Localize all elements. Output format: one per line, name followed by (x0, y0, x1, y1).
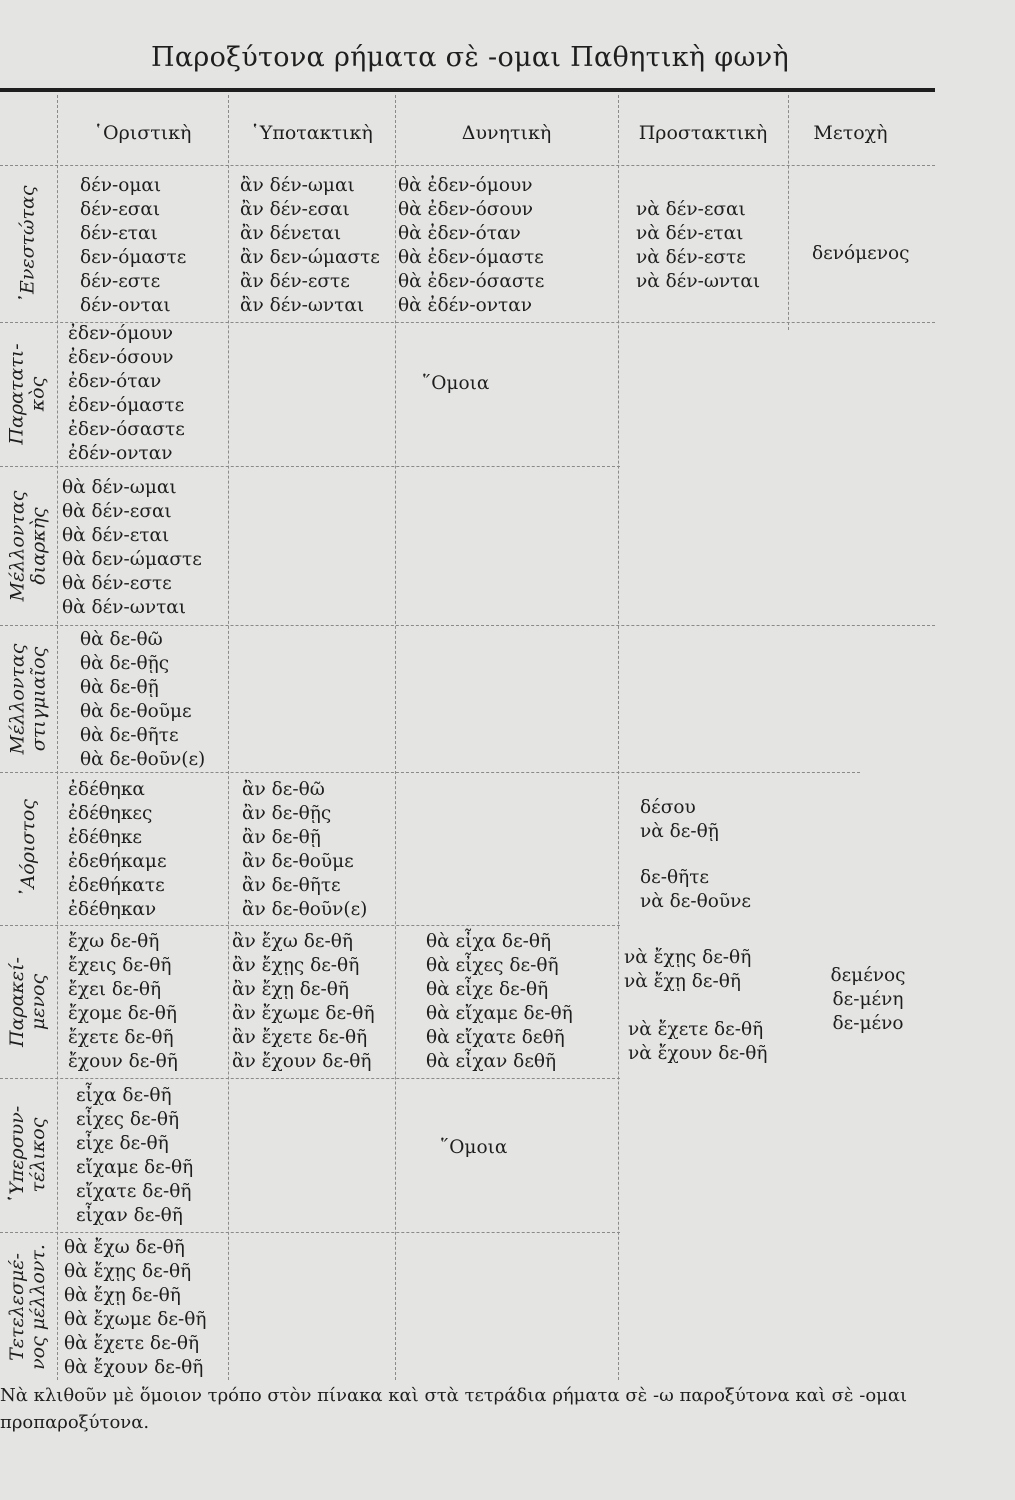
column-divider (57, 95, 58, 1380)
form: ἐδεθήκαμε (68, 851, 167, 872)
form: εἶχες δε-θῆ (76, 1109, 180, 1130)
form: ἔχεις δε-θῆ (68, 955, 172, 976)
ypersyntelikos-omoia: ῞Ομοια (440, 1137, 508, 1158)
form: θὰ εἴχαμε δε-θῆ (426, 1003, 573, 1024)
col-header-prostaktiki: Προστακτικὴ (638, 122, 768, 144)
form: θὰ ἐδεν-όταν (398, 223, 521, 244)
form: νὰ δε-θῇ (640, 821, 719, 842)
form: θὰ ἐδεν-όμαστε (398, 247, 544, 268)
parakeimenos-prostaktiki-a (624, 946, 751, 994)
form: θὰ δε-θοῦμε (80, 701, 192, 722)
form: θὰ ἔχωμε δε-θῆ (64, 1309, 207, 1330)
paratatikos-oristiki (68, 322, 185, 466)
form: νὰ ἔχῃς δε-θῆ (624, 947, 752, 968)
form: θὰ δέν-ωνται (62, 597, 187, 618)
form: θὰ δέν-εσαι (62, 501, 172, 522)
aoristos-ypotaktiki (242, 778, 367, 922)
parakeimenos-ypotaktiki (232, 930, 375, 1074)
form: θὰ ἔχῃς δε-θῆ (64, 1261, 192, 1282)
form: νὰ ἔχουν δε-θῆ (628, 1043, 768, 1064)
row-label-enestotas: ᾽Ενεστώτας (16, 184, 39, 304)
form: νὰ δέν-εται (636, 223, 744, 244)
form: ἔχομε δε-θῆ (68, 1003, 177, 1024)
form: ἂν δε-θῆτε (242, 875, 341, 896)
parakeimenos-prostaktiki-b (628, 1018, 767, 1066)
ypersyntelikos-oristiki (76, 1084, 193, 1228)
row-label-aoristos: ᾽Αόριστος (16, 799, 39, 898)
form: ἂν δε-θῶ (242, 779, 325, 800)
form: ἂν ἔχῃς δε-θῆ (232, 955, 360, 976)
form: θὰ ἐδεν-όσουν (398, 199, 534, 220)
form: ἔχουν δε-θῆ (68, 1051, 178, 1072)
form: θὰ εἶχα δε-θῆ (426, 931, 552, 952)
form: ἂν δεν-ώμαστε (240, 247, 380, 268)
column-divider (395, 95, 396, 1380)
mellontas-stigmiaios-oristiki (80, 628, 205, 772)
form: ἐδέθηκε (68, 827, 143, 848)
form: θὰ δεν-ώμαστε (62, 549, 202, 570)
form: ἂν δένεται (240, 223, 342, 244)
form: ἂν δε-θῇς (242, 803, 332, 824)
form: ἂν ἔχουν δε-θῆ (232, 1051, 372, 1072)
row-label-tetelesmenos: Τετελεσμέ- νος μέλλοντ. (6, 1244, 49, 1370)
paratatikos-omoia: ῞Ομοια (422, 373, 490, 394)
tetelesmenos-oristiki (64, 1236, 206, 1380)
form: θὰ ἔχετε δε-θῆ (64, 1333, 200, 1354)
form: εἶχε δε-θῆ (76, 1133, 169, 1154)
form: ἂν ἔχῃ δε-θῆ (232, 979, 349, 1000)
row-divider (0, 1078, 620, 1079)
row-divider (0, 625, 935, 626)
row-divider (0, 1232, 620, 1233)
col-header-oristiki: ῾Οριστικὴ (93, 122, 192, 144)
form: ἔχω δε-θῆ (68, 931, 160, 952)
enestotas-prostaktiki (636, 198, 760, 294)
row-label-mellontas-diarkis: Μέλλοντας διαρκὴς (6, 490, 49, 601)
form: ἂν ἔχετε δε-θῆ (232, 1027, 368, 1048)
form: ἐδεν-όμαστε (68, 395, 185, 416)
form: θὰ ἔχῃ δε-θῆ (64, 1285, 181, 1306)
column-divider (228, 95, 229, 1380)
form: δε-θῆτε (640, 867, 710, 888)
form: δέσου (640, 797, 696, 818)
form: εἴχαμε δε-θῆ (76, 1157, 194, 1178)
enestotas-metochi: δενόμενος (812, 243, 910, 264)
form: ἂν δε-θῇ (242, 827, 321, 848)
form: θὰ δέν-ωμαι (62, 477, 177, 498)
form: θὰ δε-θῇς (80, 653, 170, 674)
form: ἐδεθήκατε (68, 875, 165, 896)
form: θὰ ἐδέν-ονταν (398, 295, 533, 316)
form: ἂν δέν-εσαι (240, 199, 350, 220)
form: ἔχετε δε-θῆ (68, 1027, 174, 1048)
form: ἂν ἔχωμε δε-θῆ (232, 1003, 375, 1024)
aoristos-oristiki (68, 778, 167, 922)
form: δέν-εται (80, 223, 158, 244)
col-header-metochi: Μετοχὴ (813, 122, 888, 144)
form: νὰ δε-θοῦνε (640, 891, 751, 912)
form: θὰ δε-θῆτε (80, 725, 179, 746)
form: ἐδεν-όμουν (68, 323, 173, 344)
form: θὰ δέν-εται (62, 525, 170, 546)
form: νὰ ἔχετε δε-θῆ (628, 1019, 764, 1040)
row-divider (0, 165, 935, 166)
form: θὰ ἐδεν-όμουν (398, 175, 533, 196)
form: εἴχατε δε-θῆ (76, 1181, 192, 1202)
form: θὰ εἶχε δε-θῆ (426, 979, 549, 1000)
form: ἐδέν-ονταν (68, 443, 173, 464)
form: θὰ εἴχατε δεθῆ (426, 1027, 565, 1048)
page-title: Παροξύτονα ρήματα σὲ -ομαι Παθητικὴ φωνὴ (151, 42, 789, 73)
enestotas-oristiki (80, 174, 186, 318)
form: θὰ δε-θοῦν(ε) (80, 749, 206, 770)
form: θὰ δέν-εστε (62, 573, 172, 594)
form: ἐδέθηκα (68, 779, 145, 800)
col-header-ypotaktiki: ῾Υποτακτικὴ (250, 122, 373, 144)
form: ἂν δε-θοῦμε (242, 851, 354, 872)
form: ἔχει δε-θῆ (68, 979, 162, 1000)
row-divider (0, 466, 620, 467)
row-label-mellontas-stigmiaios: Μέλλοντας στιγμιαῖος (6, 643, 49, 754)
form: δέν-εσαι (80, 199, 161, 220)
form: νὰ δέν-ωνται (636, 271, 761, 292)
form: δεν-όμαστε (80, 247, 187, 268)
parakeimenos-oristiki (68, 930, 178, 1074)
form: δέν-εστε (80, 271, 161, 292)
form: θὰ εἶχαν δεθῆ (426, 1051, 557, 1072)
form: δε-μένη (832, 989, 904, 1010)
form: θὰ ἔχουν δε-θῆ (64, 1357, 204, 1378)
mellontas-diarkis-oristiki (62, 476, 202, 620)
form: θὰ εἶχες δε-θῆ (426, 955, 559, 976)
form: θὰ ἐδεν-όσαστε (398, 271, 545, 292)
form: θὰ δε-θῇ (80, 677, 159, 698)
form: νὰ ἔχῃ δε-θῆ (624, 971, 741, 992)
aoristos-prostaktiki-a (640, 796, 719, 844)
form: νὰ δέν-εσαι (636, 199, 746, 220)
aoristos-prostaktiki-b (640, 866, 751, 914)
col-header-dynitiki: Δυνητικὴ (461, 122, 552, 144)
form: ἂν δέν-ωμαι (240, 175, 355, 196)
form: ἐδέθηκες (68, 803, 153, 824)
column-divider (618, 95, 619, 1380)
row-label-ypersyntelikos: ῾Υπερσυν- τέλικος (6, 1105, 50, 1205)
form: νὰ δέν-εστε (636, 247, 746, 268)
form: θὰ ἔχω δε-θῆ (64, 1237, 185, 1258)
row-label-parakeimenos: Παρακεί- μενος (6, 956, 49, 1047)
form: ἐδέθηκαν (68, 899, 157, 920)
form: δε-μένο (832, 1013, 904, 1034)
parakeimenos-dynitiki (426, 930, 573, 1074)
form: ἂν δέν-ωνται (240, 295, 365, 316)
exercise-instruction: Νὰ κλιθοῦν μὲ ὅμοιον τρόπο στὸν πίνακα καὶ στὰ τετράδια ρήματα σὲ -ω παροξύτονα καὶ σὲ -ομαι προπαροξύτονα. (0, 1385, 908, 1433)
form: εἶχα δε-θῆ (76, 1085, 172, 1106)
form: ἂν δε-θοῦν(ε) (242, 899, 368, 920)
form: ἂν δέν-εστε (240, 271, 350, 292)
row-divider (0, 772, 860, 773)
form: ἐδεν-όσαστε (68, 419, 185, 440)
form: εἶχαν δε-θῆ (76, 1205, 183, 1226)
enestotas-ypotaktiki (240, 174, 380, 318)
parakeimenos-metochi (818, 964, 918, 1036)
enestotas-dynitiki (398, 174, 544, 318)
form: ἂν ἔχω δε-θῆ (232, 931, 353, 952)
row-divider (0, 925, 620, 926)
form: ἐδεν-όσουν (68, 347, 174, 368)
form: δέν-ομαι (80, 175, 162, 196)
form: δέν-ονται (80, 295, 171, 316)
form: δεμένος (830, 965, 906, 986)
row-label-paratatikos: Παρατατι- κὸς (6, 343, 49, 445)
title-rule (0, 88, 935, 92)
form: ἐδεν-όταν (68, 371, 162, 392)
form: θὰ δε-θῶ (80, 629, 163, 650)
